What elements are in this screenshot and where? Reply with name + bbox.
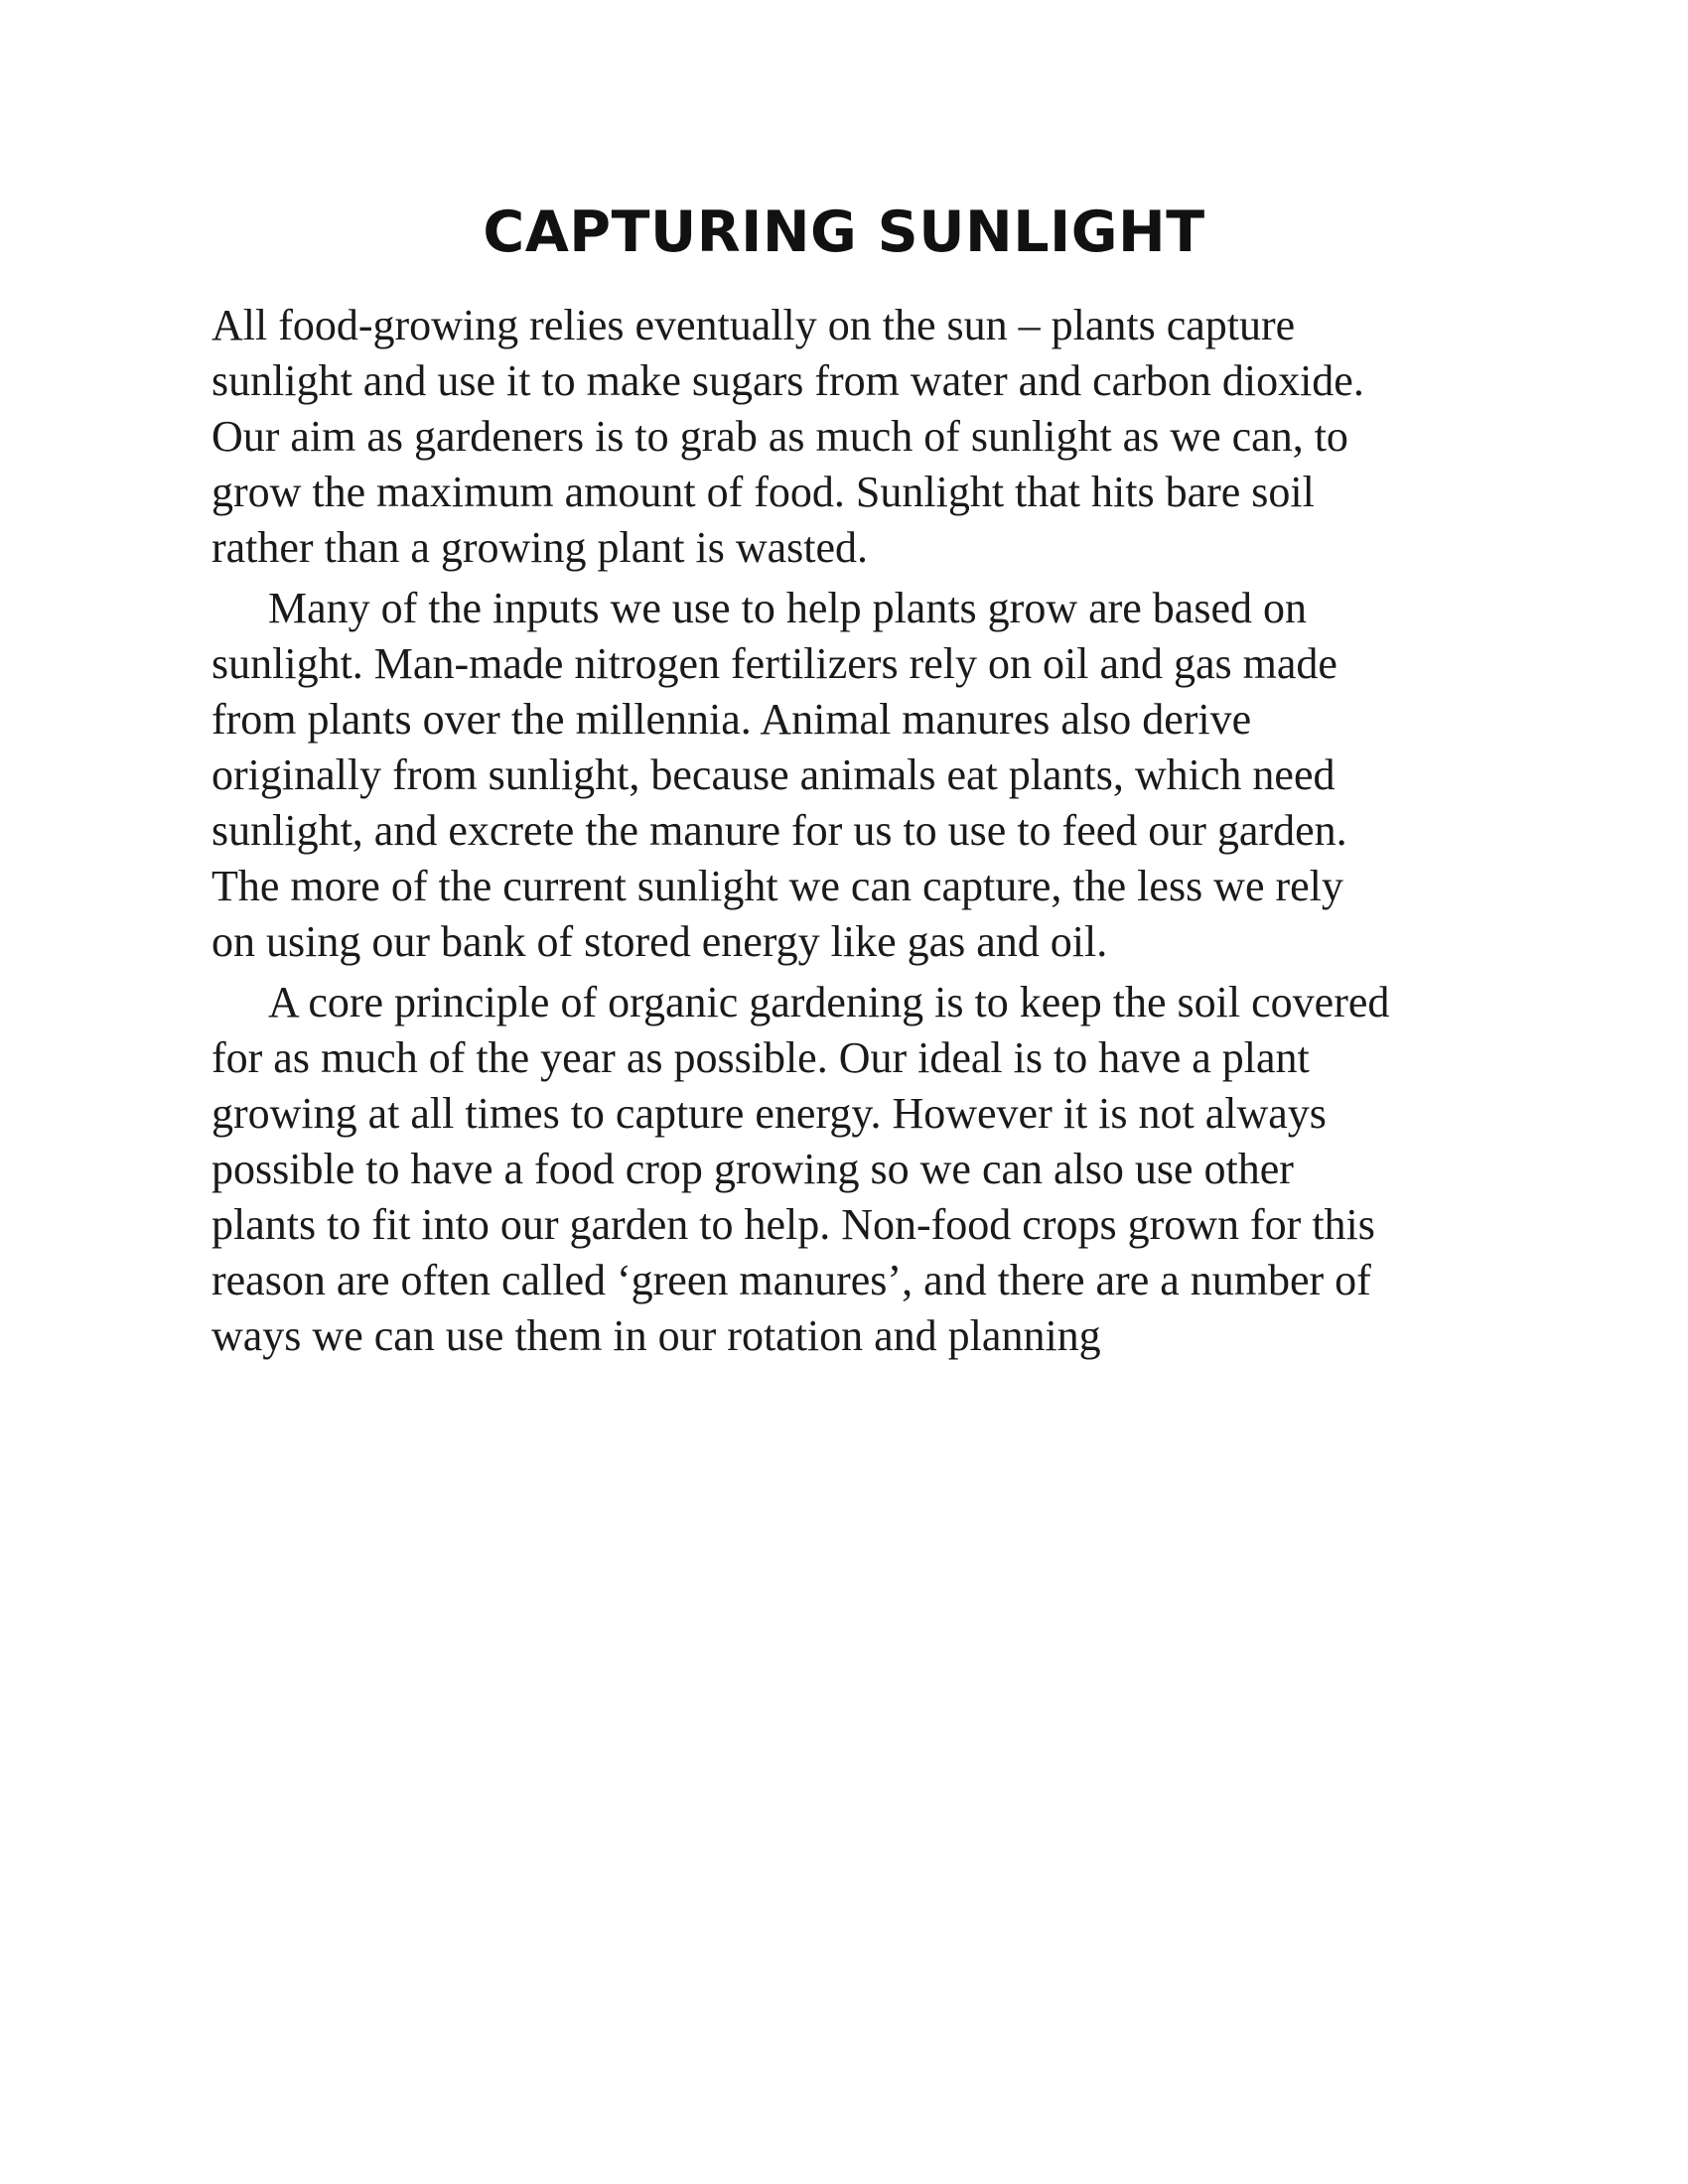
text-line: grow the maximum amount of food. Sunlight that hits bare soil	[211, 468, 1315, 516]
paragraph-2	[211, 581, 1492, 970]
paragraph-1	[211, 298, 1492, 576]
text-line: rather than a growing plant is wasted.	[211, 523, 869, 572]
text-line: from plants over the millennia. Animal manures also derive	[211, 695, 1252, 744]
text-line: on using our bank of stored energy like gas and oil.	[211, 917, 1108, 966]
text-line: plants to fit into our garden to help. Non-food crops grown for this	[211, 1200, 1375, 1249]
text-line: originally from sunlight, because animals eat plants, which need	[211, 751, 1336, 799]
text-line: sunlight. Man-made nitrogen fertilizers rely on oil and gas made	[211, 639, 1337, 688]
text-line: sunlight and use it to make sugars from water and carbon dioxide.	[211, 356, 1364, 405]
text-line: The more of the current sunlight we can capture, the less we rely	[211, 862, 1343, 910]
text-line: growing at all times to capture energy. However it is not always	[211, 1089, 1327, 1138]
text-line: A core principle of organic gardening is to keep the soil covered	[268, 978, 1390, 1026]
page-title: CAPTURING SUNLIGHT	[483, 200, 1205, 265]
text-line: for as much of the year as possible. Our ideal is to have a plant	[211, 1033, 1310, 1082]
text-line: sunlight, and excrete the manure for us to use to feed our garden.	[211, 806, 1347, 855]
text-line: Our aim as gardeners is to grab as much of sunlight as we can, to	[211, 412, 1348, 461]
text-line: reason are often called ‘green manures’, and there are a number of	[211, 1256, 1371, 1304]
paragraph-3	[211, 975, 1492, 1364]
text-line: ways we can use them in our rotation and planning	[211, 1311, 1101, 1360]
text-line: possible to have a food crop growing so we can also use other	[211, 1145, 1294, 1193]
text-line: Many of the inputs we use to help plants grow are based on	[268, 584, 1307, 632]
text-line: All food-growing relies eventually on the sun – plants capture	[211, 301, 1296, 349]
body-text	[211, 298, 1492, 1369]
